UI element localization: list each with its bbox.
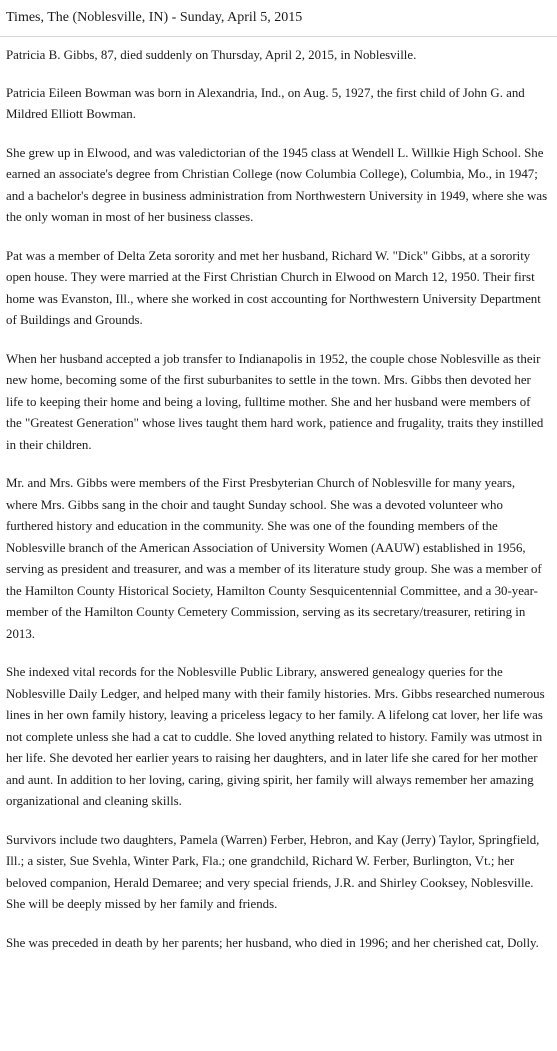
obituary-body bbox=[6, 37, 549, 954]
paragraph-survivors: Survivors include two daughters, Pamela (Warren) Ferber, Hebron, and Kay (Jerry) Taylor, Springfield, Ill.; a sister, Sue Svehla, Winter Park, Fla.; one grandchild, Richard W. Ferber, Burlington, Vt.; her beloved companion, Herald Demaree; and very special friends, J.R. and Shirley Cooksey, Noblesville. She will be deeply missed by her family and friends. bbox=[6, 832, 540, 911]
paragraph-genealogy: She indexed vital records for the Noblesville Public Library, answered genealogy queries for the Noblesville Daily Ledger, and helped many with their family histories. Mrs. Gibbs researched numerous lines in her own family history, leaving a priceless legacy to her family. A lifelong cat lover, her life was not complete unless she had a cat to cuddle. She loved anything related to history. Family was utmost in her life. She devoted her earlier years to raising her daughters, and in later life she cared for her mother and aunt. In addition to her loving, caring, giving spirit, her family will always remember her amazing organizational and cleaning skills. bbox=[6, 665, 545, 808]
paragraph-birth: Patricia Eileen Bowman was born in Alexandria, Ind., on Aug. 5, 1927, the first child of John G. and Mildred Elliott Bowman. bbox=[6, 85, 525, 121]
paragraph-marriage: Pat was a member of Delta Zeta sorority and met her husband, Richard W. "Dick" Gibbs, at a sorority open house. They were married at the First Christian Church in Elwood on March 12, 1950. Their first home was Evanston, Ill., where she worked in cost accounting for Northwestern University Department of Buildings and Grounds. bbox=[6, 248, 541, 327]
paragraph-death-notice: Patricia B. Gibbs, 87, died suddenly on Thursday, April 2, 2015, in Noblesville. bbox=[6, 48, 417, 62]
paragraph-noblesville-home: When her husband accepted a job transfer to Indianapolis in 1952, the couple chose Noblesville as their new home, becoming some of the first suburbanites to settle in the town. Mrs. Gibbs then devoted her life to keeping their home and being a loving, fulltime mother. She and her husband were members of the "Greatest Generation" whose lives taught them hard work, patience and frugality, traits they instilled in their children. bbox=[6, 351, 544, 452]
source-line: Times, The (Noblesville, IN) - Sunday, April 5, 2015 bbox=[6, 10, 303, 25]
paragraph-community: Mr. and Mrs. Gibbs were members of the First Presbyterian Church of Noblesville for many years, where Mrs. Gibbs sang in the choir and taught Sunday school. She was a devoted volunteer who furthered history and education in the community. She was one of the founding members of the Noblesville branch of the American Association of University Women (AAUW) established in 1956, serving as president and treasurer, and was a member of its literature study group. She was a member of the Hamilton County Historical Society, Hamilton County Sesquicentennial Committee, and a 30-year-member of the Hamilton County Cemetery Commission, serving as its secretary/treasurer, retiring in 2013. bbox=[6, 476, 542, 641]
paragraph-preceded: She was preceded in death by her parents; her husband, who died in 1996; and her cherished cat, Dolly. bbox=[6, 935, 539, 950]
paragraph-education: She grew up in Elwood, and was valedictorian of the 1945 class at Wendell L. Willkie High School. She earned an associate's degree from Christian College (now Columbia College), Columbia, Mo., in 1947; and a bachelor's degree in business administration from Northwestern University in 1949, where she was the only woman in most of her business classes. bbox=[6, 145, 548, 224]
header-bar bbox=[0, 0, 557, 37]
